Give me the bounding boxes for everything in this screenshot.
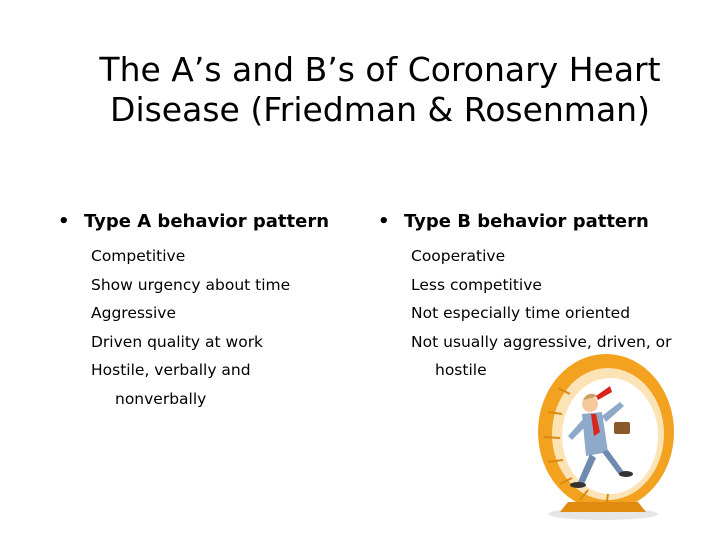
type-b-item-3: Not especially time oriented <box>411 304 631 322</box>
type-a-item-5: Hostile, verbally and nonverbally <box>91 361 251 408</box>
type-a-heading <box>58 208 348 236</box>
shoe-right <box>619 471 633 477</box>
hamster-wheel-hole <box>562 378 658 494</box>
shoe-left <box>570 482 586 488</box>
wheel-stand <box>560 502 646 512</box>
type-b-heading-text: Type B behavior pattern <box>404 211 649 232</box>
bullet-icon: • <box>58 211 70 232</box>
type-a-heading-text: Type A behavior pattern <box>84 211 330 232</box>
bullet-icon: • <box>378 211 390 232</box>
type-a-column <box>58 208 348 413</box>
slide-title <box>70 50 690 130</box>
type-b-item-1: Cooperative <box>411 247 506 265</box>
type-a-item-2: Show urgency about time <box>91 275 291 294</box>
type-a-item-4: Driven quality at work <box>91 332 264 351</box>
type-b-item-2: Less competitive <box>411 275 542 294</box>
slide-title-line-2: Disease (Friedman & Rosenman) <box>110 90 650 129</box>
type-a-item-1: Competitive <box>91 247 186 265</box>
businessman-in-hamster-wheel-icon <box>528 352 678 522</box>
briefcase <box>614 422 630 434</box>
type-a-list <box>91 242 348 413</box>
type-b-item-4: Not usually aggressive, driven, or hostile <box>411 332 672 379</box>
type-b-heading <box>378 208 698 236</box>
slide-title-line-1: The A’s and B’s of Coronary Heart <box>99 50 661 89</box>
type-a-item-3: Aggressive <box>91 304 177 322</box>
